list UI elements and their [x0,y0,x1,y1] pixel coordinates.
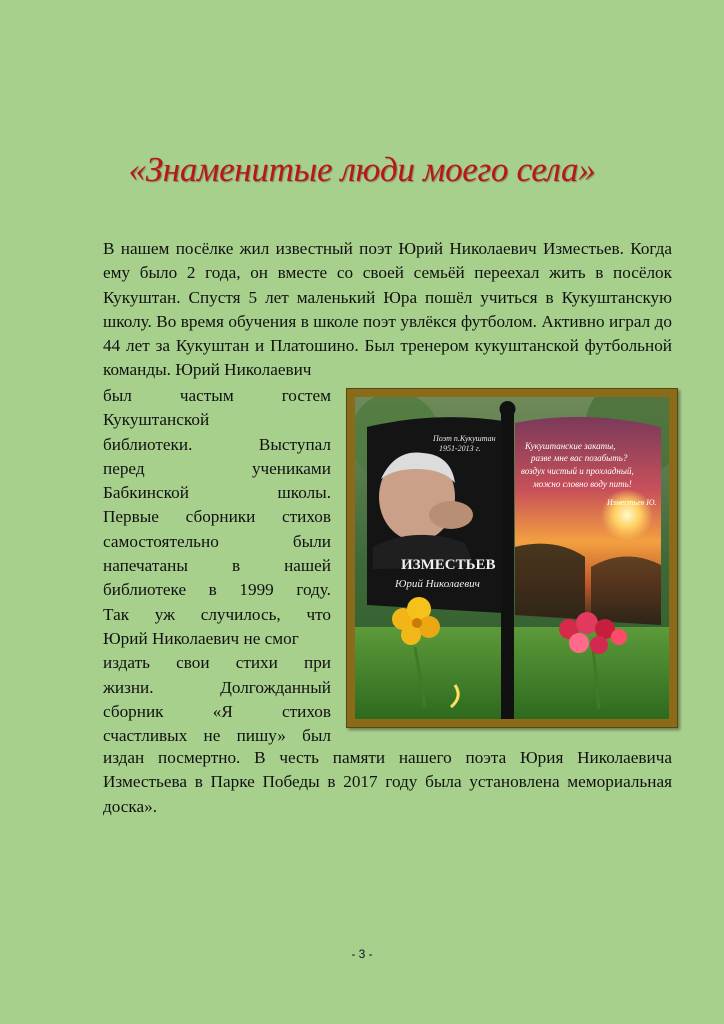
page-title: «Знаменитые люди моего села» [128,150,596,189]
paragraph-top: В нашем посёлке жил известный поэт Юрий Николаевич Изместьев. Когда ему было 2 года, он вместе со своей семьёй переехал жить в посёлок Кукуштан. Спустя 5 лет маленький Юра пошёл учиться в Кукуштанскую школу. Во время обучения в школе поэт увлёкся футболом. Активно играл до 44 лет за Кукуштан и Платошино. Был тренером кукуштанской футбольной команды. Юрий Николаевич [103,239,672,380]
word: году. [296,580,331,600]
word: в [208,580,217,600]
word: частым [179,386,234,405]
word: при [304,653,331,673]
word: уж [154,604,176,624]
word: издать [103,653,150,673]
word: Так [103,604,130,624]
word: не [203,726,221,746]
word: школы. [277,483,331,503]
plaque-poem-line-2: разве мне вас позабыть? [531,453,628,463]
text-line [103,384,331,408]
text-line [103,676,331,700]
text-line [103,408,331,432]
word: Первые [103,507,159,527]
word: учениками [251,458,331,478]
paragraph-bottom: издан посмертно. В честь памяти нашего поэта Юрия Николаевича Изместьева в Парке Победы в 2017 году была установлена мемориальная доска». [103,748,672,816]
page-number: - 3 - [351,947,373,961]
word: что [306,604,331,624]
word: счастливых [103,726,188,746]
memorial-plaque-image [355,397,669,719]
text-line [103,651,331,675]
word: гостем [281,386,331,405]
text-line [103,627,331,651]
text-line [103,530,331,554]
word: пишу» [236,726,286,746]
word: свои [176,653,210,673]
word: «Я [212,701,233,721]
word: стихи [235,653,278,673]
plaque-poem-signature: Изместьев Ю. [607,498,657,507]
text-line [103,457,331,481]
word: напечатаны [103,556,188,576]
text-line [103,700,331,724]
word: Выступал [258,434,331,454]
word: библиотеки. [103,434,193,454]
memorial-photo [346,388,678,728]
text-line [103,724,331,748]
text-line [103,554,331,578]
word: был [103,386,132,405]
word: Долгожданный [220,677,331,697]
text-line [103,481,331,505]
word: в [231,556,241,576]
word: сборники [185,507,256,527]
word: 1999 [239,580,274,600]
text-line [103,433,331,457]
plaque-poem-line-4: можно словно воду пить! [533,479,632,489]
word: стихов [282,507,331,527]
word: библиотеке [103,580,187,600]
word: нашей [284,556,331,576]
text-line [103,578,331,602]
plaque-left-header: Поэт п.Кукуштан [433,434,496,443]
plaque-first-names: Юрий Николаевич [395,578,480,590]
word: стихов [282,701,331,721]
word: Бабкинской [103,483,189,503]
word: Кукуштанской [103,410,210,430]
word: сборник [103,701,164,721]
word: самостоятельно [103,531,219,551]
plaque-poem-line-3: воздух чистый и прохладный, [521,466,634,476]
word: был [302,726,331,746]
word: были [292,531,331,551]
word: случилось, [200,604,281,624]
text-line [103,505,331,529]
word: жизни. [103,677,154,697]
plaque-poem-line-1: Кукуштанские закаты, [525,441,616,451]
word: Юрий Николаевич не смог [103,628,299,648]
word: перед [103,458,145,478]
plaque-left-years: 1951-2013 г. [439,444,481,453]
wrapped-paragraph [103,384,331,748]
text-line [103,603,331,627]
plaque-name: ИЗМЕСТЬЕВ [401,557,496,573]
